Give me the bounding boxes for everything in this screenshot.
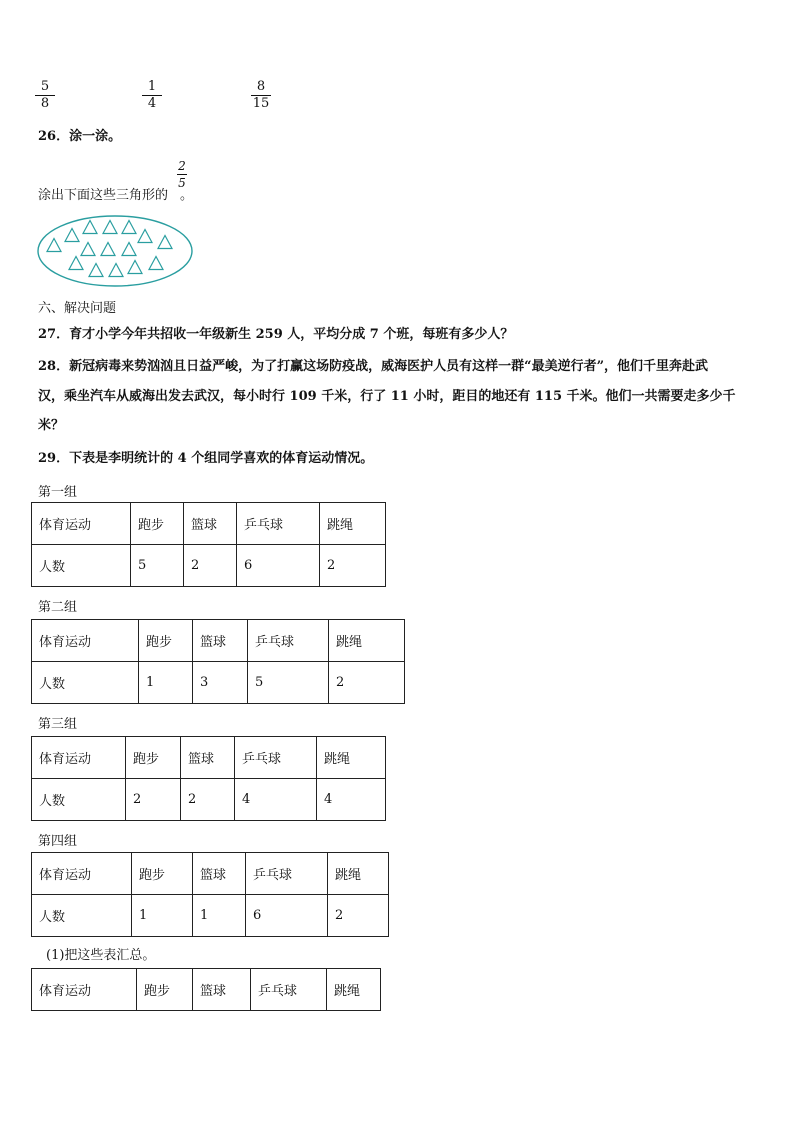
value-cell: 2 bbox=[126, 779, 181, 821]
q27-text: 27．育才小学今年共招收一年级新生 259 人，平均分成 7 个班，每班有多少人？ bbox=[38, 327, 514, 342]
header-cell: 跳绳 bbox=[327, 969, 381, 1011]
triangle-icon bbox=[158, 236, 172, 249]
triangle-icon bbox=[81, 243, 95, 256]
fraction-8-15: 8 15 bbox=[252, 79, 270, 111]
q26-instruction-text: 涂出下面这些三角形的 bbox=[38, 188, 169, 203]
q26-period: 。 bbox=[180, 188, 194, 203]
q29-part1: (1)把这些表汇总。 bbox=[46, 948, 156, 963]
header-cell: 跑步 bbox=[131, 503, 184, 545]
value-cell: 6 bbox=[246, 895, 328, 937]
row-label-cell: 人数 bbox=[32, 779, 126, 821]
value-cell: 2 bbox=[329, 662, 405, 704]
value-cell: 2 bbox=[320, 545, 386, 587]
value-cell: 4 bbox=[317, 779, 386, 821]
header-cell: 篮球 bbox=[181, 737, 235, 779]
triangle-icon bbox=[101, 243, 115, 256]
value-cell: 5 bbox=[131, 545, 184, 587]
row-label-cell: 人数 bbox=[32, 895, 132, 937]
fraction-1-4: 1 4 bbox=[140, 80, 164, 111]
value-cell: 5 bbox=[248, 662, 329, 704]
group4-label: 第四组 bbox=[38, 834, 78, 849]
value-cell: 6 bbox=[237, 545, 320, 587]
header-cell: 跳绳 bbox=[328, 853, 389, 895]
triangle-icon bbox=[149, 257, 163, 270]
section-6-heading: 六、解决问题 bbox=[38, 301, 117, 316]
triangle-icon bbox=[69, 257, 83, 270]
row-label-cell: 人数 bbox=[32, 662, 139, 704]
header-cell: 体育运动 bbox=[32, 503, 131, 545]
triangle-icon bbox=[83, 221, 97, 234]
q26-title: 26．涂一涂。 bbox=[38, 129, 122, 144]
value-cell: 1 bbox=[139, 662, 193, 704]
triangle-icon bbox=[103, 221, 117, 234]
header-cell: 体育运动 bbox=[32, 737, 126, 779]
header-cell: 篮球 bbox=[193, 620, 248, 662]
triangle-icon bbox=[122, 243, 136, 256]
row-label-cell: 人数 bbox=[32, 545, 131, 587]
header-cell: 跳绳 bbox=[329, 620, 405, 662]
triangle-icon bbox=[128, 261, 142, 274]
group4-table bbox=[31, 852, 389, 937]
fraction-5-8: 5 8 bbox=[33, 80, 57, 111]
triangle-icon bbox=[122, 221, 136, 234]
header-cell: 跳绳 bbox=[317, 737, 386, 779]
q29-text: 29．下表是李明统计的 4 个组同学喜欢的体育运动情况。 bbox=[38, 451, 374, 466]
group3-label: 第三组 bbox=[38, 717, 78, 732]
header-cell: 跑步 bbox=[139, 620, 193, 662]
header-cell: 篮球 bbox=[193, 853, 246, 895]
value-cell: 3 bbox=[193, 662, 248, 704]
header-cell: 体育运动 bbox=[32, 969, 137, 1011]
group1-label: 第一组 bbox=[38, 485, 78, 500]
header-cell: 乒乓球 bbox=[246, 853, 328, 895]
triangle-icon bbox=[138, 230, 152, 243]
header-cell: 跑步 bbox=[137, 969, 193, 1011]
group2-table bbox=[31, 619, 405, 704]
triangle-icon bbox=[89, 264, 103, 277]
q26-instruction bbox=[38, 184, 193, 203]
value-cell: 2 bbox=[181, 779, 235, 821]
summary-table bbox=[31, 968, 381, 1011]
header-cell: 体育运动 bbox=[32, 853, 132, 895]
group1-table bbox=[31, 502, 386, 587]
header-cell: 体育运动 bbox=[32, 620, 139, 662]
header-cell: 跑步 bbox=[132, 853, 193, 895]
value-cell: 2 bbox=[184, 545, 237, 587]
q28-line3: 米？ bbox=[38, 418, 65, 433]
header-cell: 篮球 bbox=[184, 503, 237, 545]
value-cell: 1 bbox=[193, 895, 246, 937]
header-cell: 乒乓球 bbox=[235, 737, 317, 779]
header-cell: 乒乓球 bbox=[248, 620, 329, 662]
q26-fraction: 2 5 bbox=[178, 159, 186, 190]
value-cell: 4 bbox=[235, 779, 317, 821]
header-cell: 乒乓球 bbox=[237, 503, 320, 545]
triangle-icon bbox=[47, 239, 61, 252]
header-cell: 乒乓球 bbox=[251, 969, 327, 1011]
q28-line2: 汉，乘坐汽车从威海出发去武汉，每小时行 109 千米，行了 11 小时，距目的地还有 115 千米。他们一共需要走多少千 bbox=[38, 389, 736, 404]
header-cell: 跳绳 bbox=[320, 503, 386, 545]
triangle-icon bbox=[65, 229, 79, 242]
header-cell: 跑步 bbox=[126, 737, 181, 779]
triangle-ellipse-figure bbox=[36, 213, 196, 291]
triangle-icon bbox=[109, 264, 123, 277]
header-cell: 篮球 bbox=[193, 969, 251, 1011]
q28-line1: 28．新冠病毒来势汹汹且日益严峻，为了打赢这场防疫战，威海医护人员有这样一群“最美逆行者”，他们千里奔赴武 bbox=[38, 359, 709, 374]
value-cell: 1 bbox=[132, 895, 193, 937]
value-cell: 2 bbox=[328, 895, 389, 937]
group2-label: 第二组 bbox=[38, 600, 78, 615]
group3-table bbox=[31, 736, 386, 821]
